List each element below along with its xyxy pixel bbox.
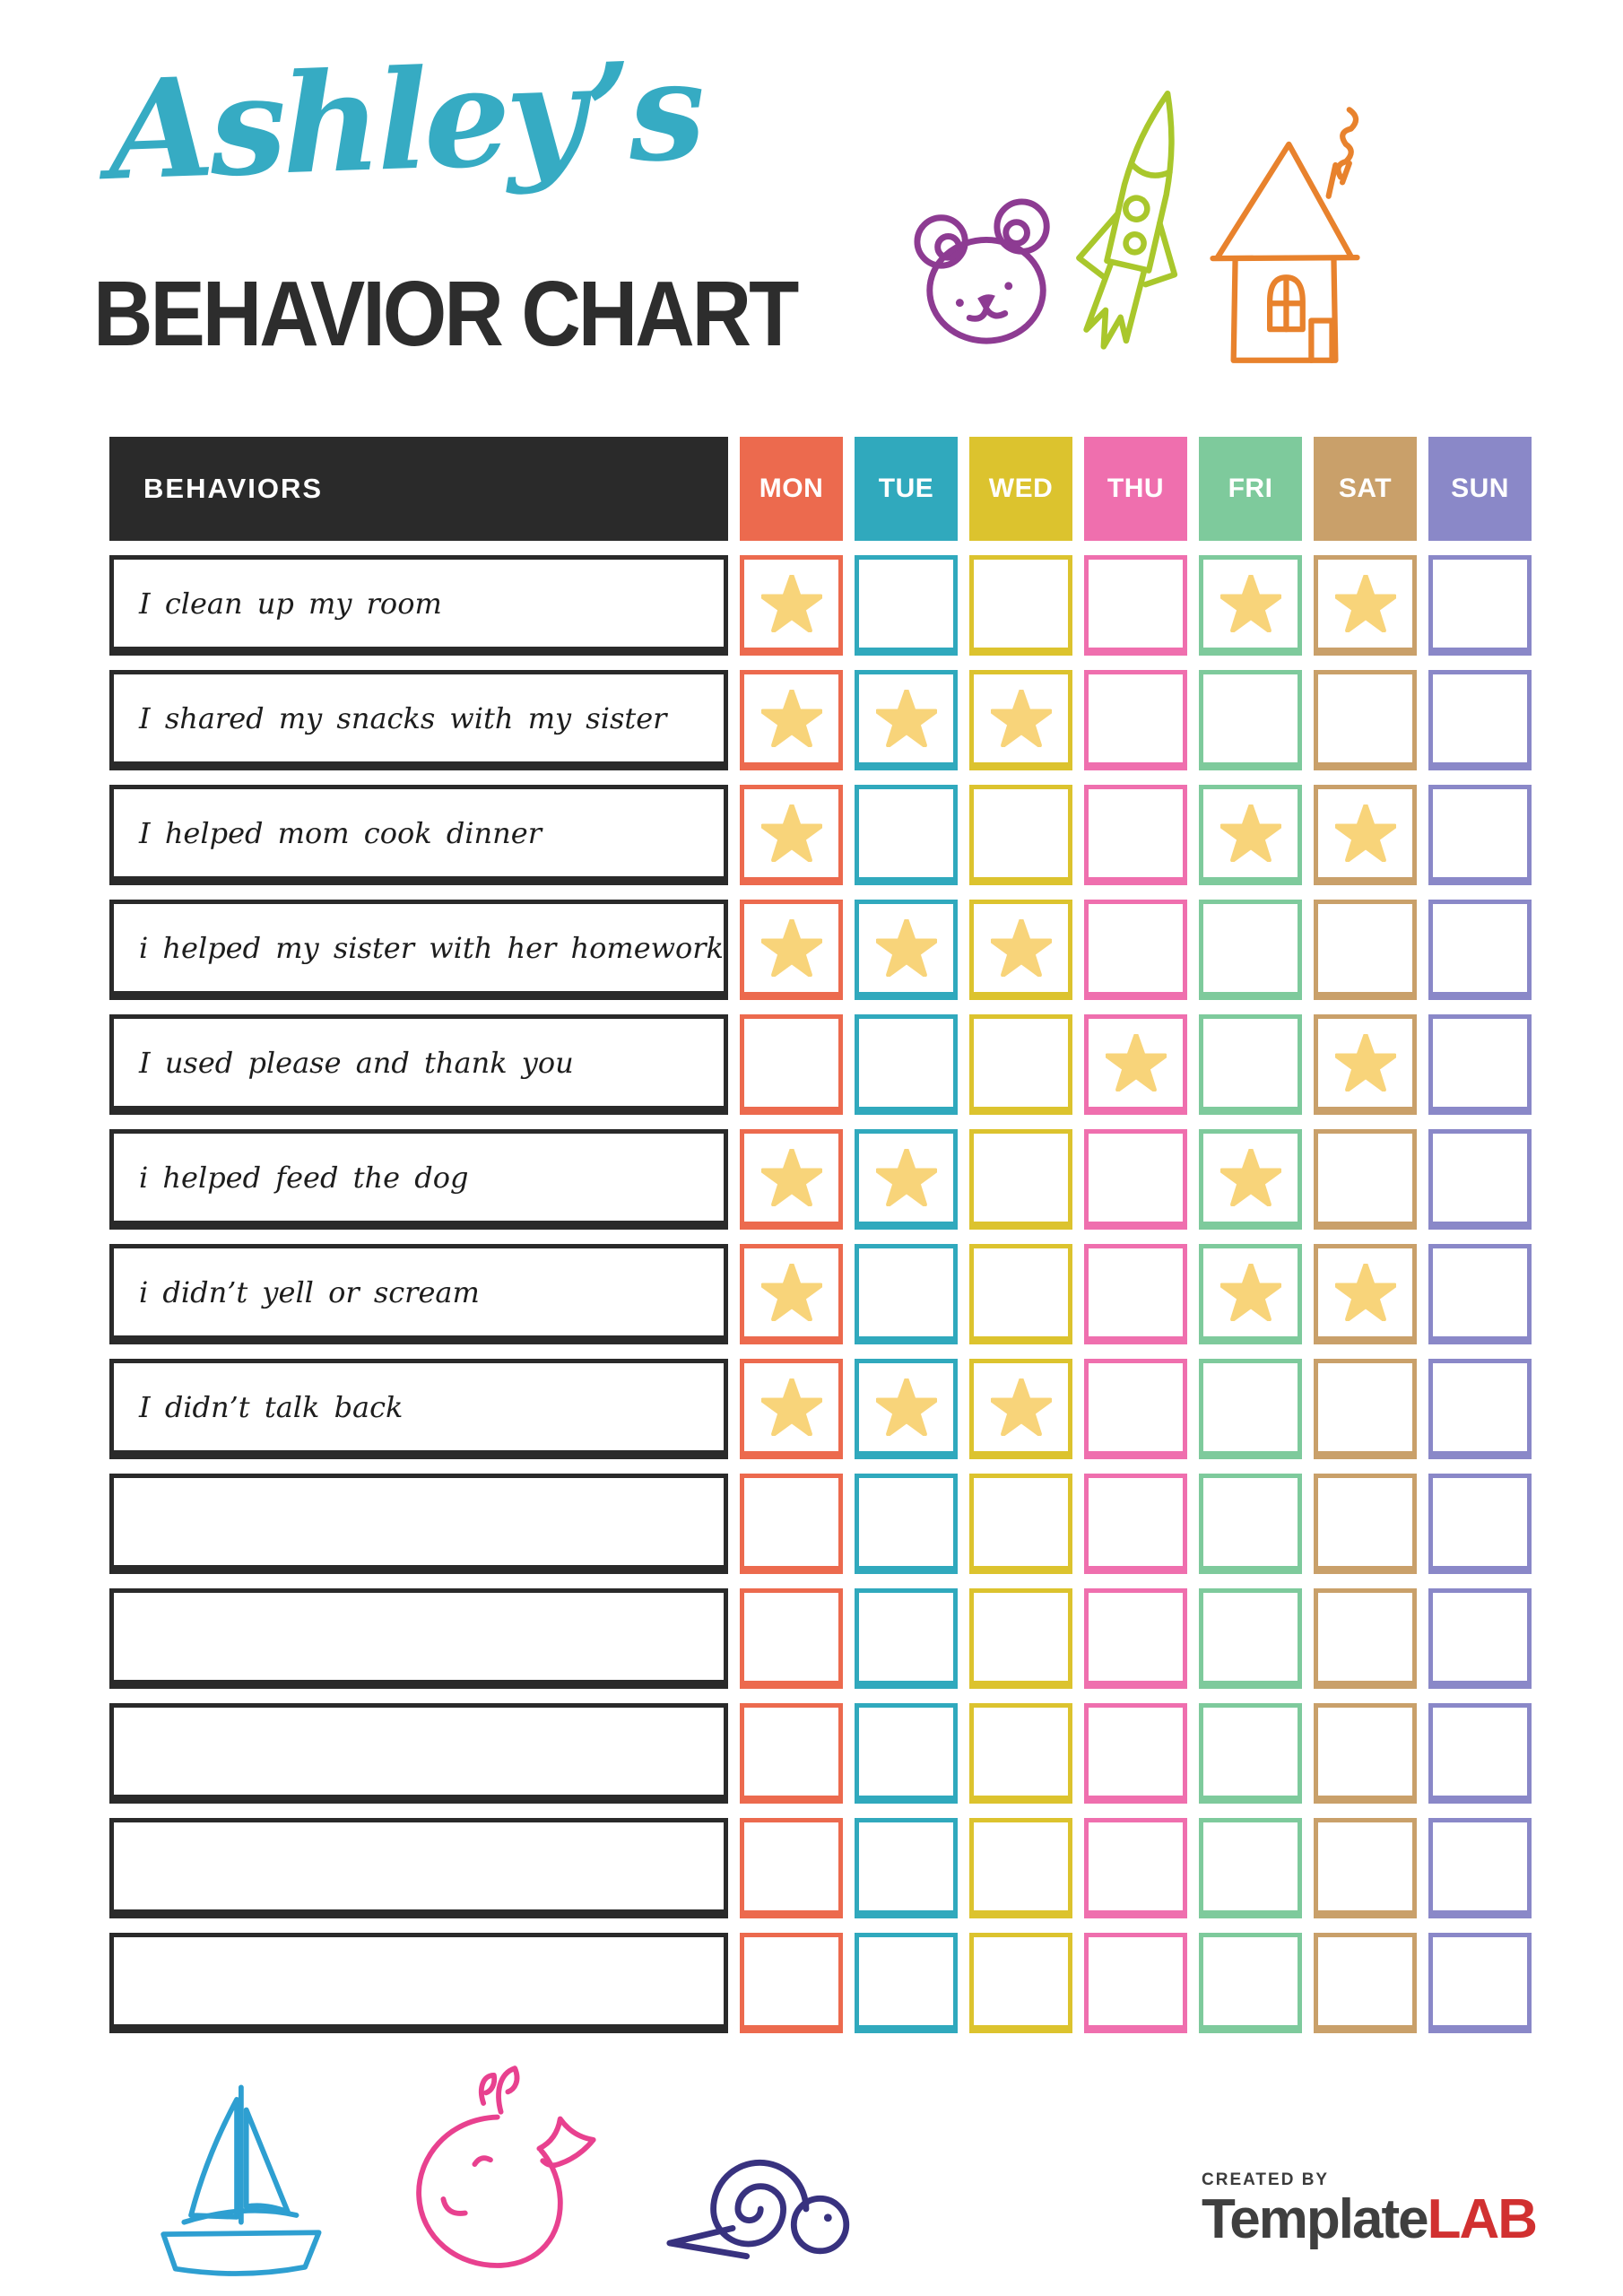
chart-owner-name: Ashley’s [105,29,704,211]
day-cell-sat[interactable] [1314,1474,1417,1574]
star-icon [876,1149,937,1206]
star-icon [1220,1149,1281,1206]
day-cell-wed[interactable] [969,900,1072,1000]
whale-icon [393,2056,615,2278]
day-cell-fri[interactable] [1199,785,1302,885]
star-icon [761,1149,822,1206]
day-column-header-tue: TUE [855,437,958,541]
behavior-label: I clean up my room [109,555,728,656]
page-title: BEHAVIOR CHART [93,263,797,366]
behavior-label: I helped mom cook dinner [109,785,728,885]
day-cell-sat[interactable] [1314,1129,1417,1230]
star-icon [761,575,822,632]
behavior-chart-table [109,437,1532,2033]
day-cell-tue[interactable] [855,1474,958,1574]
templatelab-logo [1202,2170,1536,2248]
day-cell-sat[interactable] [1314,670,1417,770]
day-cell-thu[interactable] [1084,1129,1187,1230]
star-icon [761,1264,822,1321]
day-cell-wed[interactable] [969,1703,1072,1804]
house-icon [1200,94,1370,379]
behavior-label [109,1474,728,1574]
behavior-label: I shared my snacks with my sister [109,670,728,770]
day-cell-tue[interactable] [855,900,958,1000]
star-icon [761,1378,822,1436]
day-cell-sat[interactable] [1314,1244,1417,1344]
day-cell-thu[interactable] [1084,1933,1187,2033]
day-cell-tue[interactable] [855,785,958,885]
day-cell-sat[interactable] [1314,1703,1417,1804]
day-cell-fri[interactable] [1199,1359,1302,1459]
day-cell-fri[interactable] [1199,900,1302,1000]
day-cell-mon[interactable] [740,1129,843,1230]
day-cell-sun[interactable] [1428,1359,1532,1459]
day-cell-thu[interactable] [1084,785,1187,885]
day-cell-tue[interactable] [855,555,958,656]
bear-icon [913,190,1063,359]
day-column-header-thu: THU [1084,437,1187,541]
day-cell-tue[interactable] [855,670,958,770]
day-cell-wed[interactable] [969,1818,1072,1918]
day-cell-sun[interactable] [1428,670,1532,770]
day-column-header-sat: SAT [1314,437,1417,541]
day-cell-fri[interactable] [1199,1703,1302,1804]
day-cell-sat[interactable] [1314,555,1417,656]
day-cell-tue[interactable] [855,1129,958,1230]
star-icon [1106,1034,1167,1091]
day-cell-tue[interactable] [855,1359,958,1459]
day-cell-fri[interactable] [1199,1933,1302,2033]
behavior-label: i didn’t yell or scream [109,1244,728,1344]
day-cell-sat[interactable] [1314,1818,1417,1918]
snail-icon [647,2139,855,2279]
day-cell-sun[interactable] [1428,1474,1532,1574]
brand-accent-text: LAB [1427,2188,1537,2250]
day-cell-thu[interactable] [1084,900,1187,1000]
day-cell-tue[interactable] [855,1244,958,1344]
behavior-label: i helped my sister with her homework [109,900,728,1000]
day-cell-mon[interactable] [740,785,843,885]
day-cell-thu[interactable] [1084,1474,1187,1574]
day-cell-wed[interactable] [969,1014,1072,1115]
day-cell-fri[interactable] [1199,1588,1302,1689]
day-cell-thu[interactable] [1084,1359,1187,1459]
day-cell-tue[interactable] [855,1933,958,2033]
behavior-label: I didn’t talk back [109,1359,728,1459]
day-cell-fri[interactable] [1199,1474,1302,1574]
day-cell-sat[interactable] [1314,1014,1417,1115]
day-cell-fri[interactable] [1199,1129,1302,1230]
day-cell-fri[interactable] [1199,1818,1302,1918]
day-cell-sat[interactable] [1314,785,1417,885]
day-cell-tue[interactable] [855,1588,958,1689]
day-cell-sun[interactable] [1428,1014,1532,1115]
day-cell-tue[interactable] [855,1818,958,1918]
day-cell-mon[interactable] [740,1703,843,1804]
day-column-header-wed: WED [969,437,1072,541]
star-icon [1220,1264,1281,1321]
brand-main-text: Template [1202,2188,1428,2250]
day-cell-fri[interactable] [1199,555,1302,656]
star-icon [1335,1264,1396,1321]
day-cell-mon[interactable] [740,555,843,656]
star-icon [1335,1034,1396,1091]
day-cell-mon[interactable] [740,1244,843,1344]
day-cell-sun[interactable] [1428,1244,1532,1344]
star-icon [991,1378,1052,1436]
day-cell-thu[interactable] [1084,1703,1187,1804]
day-cell-sat[interactable] [1314,1933,1417,2033]
behaviors-column-header: BEHAVIORS [109,437,728,541]
day-cell-wed[interactable] [969,670,1072,770]
star-icon [1335,575,1396,632]
behavior-label [109,1703,728,1804]
star-icon [876,919,937,977]
day-cell-mon[interactable] [740,670,843,770]
day-cell-sun[interactable] [1428,555,1532,656]
day-cell-tue[interactable] [855,1703,958,1804]
day-column-header-fri: FRI [1199,437,1302,541]
day-column-header-sun: SUN [1428,437,1532,541]
star-icon [991,690,1052,747]
day-cell-sat[interactable] [1314,900,1417,1000]
star-icon [761,919,822,977]
created-by-label: CREATED BY [1202,2170,1330,2189]
star-icon [876,690,937,747]
star-icon [761,690,822,747]
day-cell-mon[interactable] [740,900,843,1000]
day-cell-sun[interactable] [1428,1818,1532,1918]
star-icon [991,919,1052,977]
day-cell-wed[interactable] [969,1359,1072,1459]
day-cell-sun[interactable] [1428,1129,1532,1230]
day-cell-sun[interactable] [1428,1703,1532,1804]
rocket-icon [1058,76,1202,392]
day-cell-tue[interactable] [855,1014,958,1115]
day-cell-wed[interactable] [969,785,1072,885]
day-column-header-mon: MON [740,437,843,541]
day-cell-sun[interactable] [1428,1588,1532,1689]
day-cell-sun[interactable] [1428,1933,1532,2033]
star-icon [1220,575,1281,632]
brand-wordmark [1202,2188,1537,2250]
behavior-label [109,1588,728,1689]
day-cell-wed[interactable] [969,1588,1072,1689]
day-cell-fri[interactable] [1199,670,1302,770]
day-cell-wed[interactable] [969,1244,1072,1344]
day-cell-mon[interactable] [740,1588,843,1689]
day-cell-sat[interactable] [1314,1359,1417,1459]
day-cell-thu[interactable] [1084,1818,1187,1918]
day-cell-thu[interactable] [1084,1588,1187,1689]
day-cell-mon[interactable] [740,1359,843,1459]
day-cell-fri[interactable] [1199,1244,1302,1344]
day-cell-wed[interactable] [969,1129,1072,1230]
behavior-label [109,1818,728,1918]
day-cell-wed[interactable] [969,555,1072,656]
behavior-label: I used please and thank you [109,1014,728,1115]
day-cell-sat[interactable] [1314,1588,1417,1689]
star-icon [876,1378,937,1436]
day-cell-thu[interactable] [1084,670,1187,770]
day-cell-thu[interactable] [1084,1014,1187,1115]
day-cell-mon[interactable] [740,1474,843,1574]
behavior-label [109,1933,728,2033]
day-cell-sun[interactable] [1428,785,1532,885]
day-cell-mon[interactable] [740,1818,843,1918]
day-cell-wed[interactable] [969,1474,1072,1574]
sailboat-icon [130,2074,347,2285]
day-cell-sun[interactable] [1428,900,1532,1000]
star-icon [1220,804,1281,862]
day-cell-wed[interactable] [969,1933,1072,2033]
star-icon [1335,804,1396,862]
day-cell-fri[interactable] [1199,1014,1302,1115]
day-cell-thu[interactable] [1084,555,1187,656]
day-cell-mon[interactable] [740,1933,843,2033]
day-cell-mon[interactable] [740,1014,843,1115]
day-cell-thu[interactable] [1084,1244,1187,1344]
behavior-label: i helped feed the dog [109,1129,728,1230]
star-icon [761,804,822,862]
